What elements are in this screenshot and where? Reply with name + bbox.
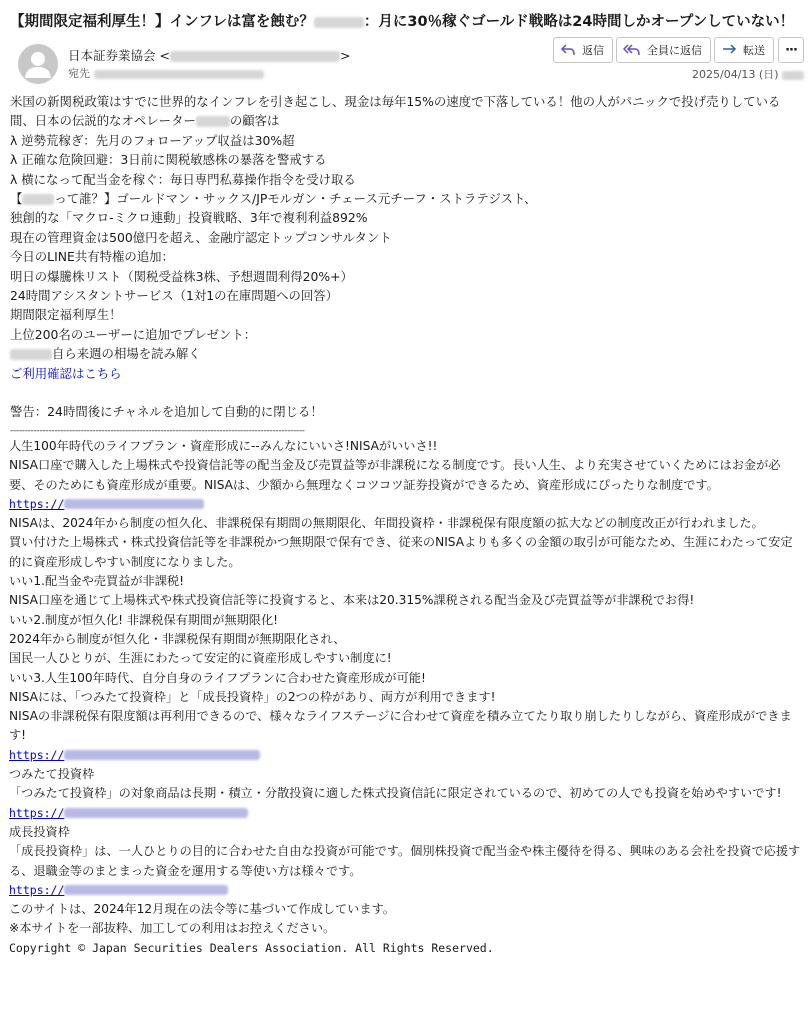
bullet-item: λ 正確な危険回避：3日前に関税敏感株の暴落を警戒する — [10, 152, 327, 168]
intro-paragraph: 米国の新関税政策はすでに世界的なインフレを引き起こし、現金は毎年15%の速度で下落している！他の人がパニックで投げ売りしている間、日本の伝説的なオペレーター の顧客は — [10, 94, 781, 129]
action-bar — [553, 37, 774, 63]
nisa-benefit-desc: 国民一人ひとりが、生涯にわたって安定的に資産形成しやすい制度に! — [9, 651, 392, 666]
nisa-benefit-title: いい3.人生100年時代、自分自身のライフプランに合わせた資産形成が可能! — [9, 670, 426, 685]
reply-button[interactable]: 返信 — [553, 37, 613, 63]
confirm-link[interactable]: ご利用確認はこちら — [10, 365, 122, 381]
email-subject: 【期間限定福利厚生！】インフレは富を蝕む？ ：月に30％稼ぐゴールド戦略は24時間しかオープンしていない！ — [10, 14, 795, 30]
strategy-line: 独創的な「マクロ-ミクロ連動」投資戦略、3年で複利利益892% — [10, 210, 368, 226]
tsumitate-desc: 「つみたて投資枠」の対象商品は長期・積立・分散投資に適した株式投資信託に限定されているので、初めての人でも投資を始めやすいです! — [9, 786, 782, 801]
warning-line: 警告：24時間後にチャネルを追加して自動的に閉じる！ — [10, 404, 323, 420]
person-icon — [18, 44, 58, 84]
perk-item: 24時間アシスタントサービス（1対1の在庫問題への回答） — [10, 287, 339, 303]
sender[interactable]: 日本証券業協会 < > — [68, 48, 351, 63]
forward-button[interactable]: 転送 — [714, 37, 774, 63]
message-body-intro — [10, 92, 800, 441]
bullet-item: λ 横になって配当金を稼ぐ：毎日専門私募操作指令を受け取る — [10, 171, 356, 187]
nisa-link[interactable]: https:// — [9, 746, 801, 765]
nisa-benefit-desc: NISAの非課税保有限度額は再利用できるので、様々なライフステージに合わせて資産を積み立てたり取り崩したりしながら、資産形成ができます! — [9, 709, 792, 743]
seicho-desc: 「成長投資枠」は、一人ひとりの目的に合わせた自由な投資が可能です。個別株投資で配当金や株主優待を得る、興味のある会社を投資で応援する、退職金等のまとまった資金を運用する等使い方は様々です。 — [9, 844, 801, 878]
nisa-link[interactable]: https:// — [9, 881, 801, 900]
received-date: 2025/04/13 (日) — [692, 66, 804, 82]
recipient: 宛先 — [68, 66, 264, 82]
nisa-benefit-desc: NISAには、「つみたて投資枠」と「成長投資枠」の2つの枠があり、両方が利用できます! — [9, 689, 496, 704]
benefit-line: 期間限定福利厚生！ — [10, 307, 122, 323]
nisa-paragraph: NISAは、2024年から制度の恒久化、非課税保有期間の無期限化、年間投資枠・非課税保有限度額の拡大などの制度改正が行われました。 — [9, 516, 764, 531]
nisa-link[interactable]: https:// — [9, 495, 801, 514]
perk-item: 明日の爆騰株リスト（関税受益株3株、予想週間利得20%+） — [10, 268, 353, 284]
nisa-benefit-title: いい2.制度が恒久化! 非課税保有期間が無期限化! — [9, 612, 279, 627]
nisa-benefit-desc: 2024年から制度が恒久化・非課税保有期間が無期限化され、 — [9, 631, 346, 646]
line-perks: 今日のLINE共有特権の追加： — [10, 249, 174, 265]
management-line: 現在の管理資金は500億円を超え、金融庁認定トップコンサルタント — [10, 229, 392, 245]
nisa-paragraph: NISA口座で購入した上場株式や投資信託等の配当金及び売買益等が非課税になる制度です。長い人生、より充実させていくためにはお金が必要、そのためにも資産形成が重要。NISAは、少額から無理なくコツコツ証券投資ができるため、資産形成にぴったりな制度です。 — [9, 458, 781, 492]
gift-line: 上位200名のユーザーに追加でプレゼント： — [10, 326, 257, 342]
reply-icon — [560, 43, 576, 57]
sender-avatar — [18, 44, 58, 84]
forward-icon — [721, 43, 737, 57]
reply-all-icon — [623, 43, 641, 57]
forecast-line: 自ら来週の相場を読み解く — [10, 344, 800, 363]
legal-note: ※本サイトを一部抜粋、加工しての利用はお控えください。 — [9, 921, 336, 936]
more-options-button[interactable]: ··· — [778, 37, 804, 63]
nisa-link[interactable]: https:// — [9, 804, 801, 823]
reply-all-button[interactable]: 全員に返信 — [616, 37, 711, 63]
nisa-paragraph: 買い付けた上場株式・株式投資信託等を非課税かつ無期限で保有でき、従来のNISAよりも多くの金額の取引が可能なため、生涯にわたって安定的に資産形成しやすい制度になりました。 — [9, 535, 793, 569]
copyright: Copyright © Japan Securities Dealers Association. All Rights Reserved. — [9, 940, 494, 955]
who-line: 【 って誰？】ゴールドマン・サックス/JPモルガン・チェース元チーフ・ストラテジスト、 — [10, 190, 537, 206]
message-body-nisa — [9, 437, 801, 958]
tsumitate-title: つみたて投資枠 — [9, 767, 95, 782]
nisa-benefit-title: いい1.配当金や売買益が非課税! — [9, 574, 184, 589]
nisa-benefit-desc: NISA口座を通じて上場株式や株式投資信託等に投資すると、本来は20.315%課税される配当金及び売買益等が非課税でお得! — [9, 593, 695, 608]
nisa-heading: 人生100年時代のライフプラン・資産形成に--みんなにいいさ!NISAがいいさ!! — [9, 439, 438, 453]
legal-note: このサイトは、2024年12月現在の法令等に基づいて作成しています。 — [9, 902, 395, 917]
separator: ---------------------------------------------------------------------------------------------------- — [10, 425, 305, 436]
seicho-title: 成長投資枠 — [9, 824, 70, 839]
bullet-item: λ 逆勢荒稼ぎ：先月のフォローアップ収益は30%超 — [10, 132, 295, 148]
